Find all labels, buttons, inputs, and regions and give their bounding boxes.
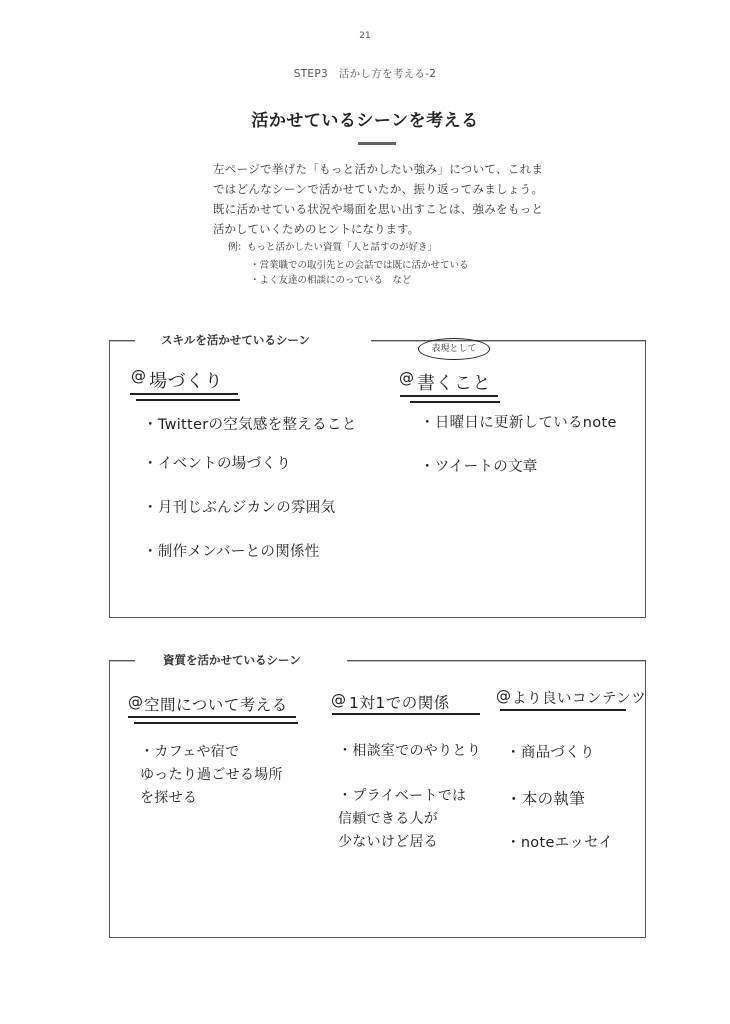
skill-item: ・日曜日に更新しているnote: [420, 415, 617, 431]
example-item: ・営業職での取引先との会話では既に活かせている: [250, 260, 469, 271]
trait-item: ・本の執筆: [506, 790, 586, 808]
trait-heading-one-on-one: 1対1での関係: [349, 694, 450, 712]
skill-scene-box: [109, 333, 646, 618]
trait-item: ・商品づくり: [506, 745, 595, 761]
step-label: STEP3 活かし方を考える-2: [293, 68, 437, 80]
skill-item: ・Twitterの空気感を整えること: [143, 417, 357, 433]
heading-underline: [332, 713, 480, 715]
skill-box-title: スキルを活かせているシーン: [161, 333, 311, 347]
page-title: 活かせているシーンを考える: [251, 111, 479, 131]
heading-underline: [134, 722, 298, 724]
at-mark: @: [128, 693, 143, 711]
trait-scene-box: [109, 653, 647, 938]
at-mark: @: [331, 691, 346, 709]
at-mark: @: [496, 687, 511, 705]
skill-item: ・イベントの場づくり: [143, 456, 292, 472]
skill-item: ・ツイートの文章: [420, 459, 538, 475]
at-mark: @: [399, 369, 414, 387]
heading-underline: [136, 399, 240, 401]
skill-heading-kakukoto: 書くこと: [417, 373, 491, 394]
trait-heading-kukan: 空間について考える: [144, 696, 288, 714]
page-number: 21: [359, 31, 371, 41]
title-underline: [358, 142, 396, 145]
skill-heading-bazukuri: 場づくり: [149, 371, 223, 392]
heading-underline: [500, 709, 626, 711]
speech-bubble: 表現として: [418, 338, 490, 360]
trait-heading-contents: より良いコンテンツ: [512, 691, 647, 707]
heading-underline: [128, 716, 296, 718]
example-label: 例：もっと活かしたい資質「人と話すのが好き」: [228, 242, 438, 253]
heading-underline: [410, 401, 500, 403]
example-item: ・よく友達の相談にのっている など: [250, 275, 412, 286]
trait-item: ・プライベートでは 信頼できる人が 少ないけど居る: [338, 788, 467, 850]
trait-item: ・相談室でのやりとり: [338, 743, 482, 759]
heading-underline: [130, 393, 238, 395]
heading-underline: [400, 395, 498, 397]
example-block: [228, 240, 469, 288]
trait-item: ・カフェや宿で ゆったり過ごせる場所 を探せる: [140, 744, 283, 806]
skill-item: ・制作メンバーとの関係性: [143, 544, 320, 560]
trait-box-title: 資質を活かせているシーン: [163, 653, 301, 667]
at-mark: @: [131, 367, 146, 385]
trait-item: ・noteエッセイ: [506, 835, 614, 851]
intro-paragraph: 左ページで挙げた「もっと活かしたい強み」について、これまではどんなシーンで活かせていたか、振り返ってみましょう。既に活かせている状況や場面を思い出すことは、強みをもっと活かしていくためのヒントになります。: [213, 162, 543, 236]
intro-text: [213, 159, 543, 239]
skill-item: ・月刊じぶんジカンの雰囲気: [143, 500, 336, 516]
